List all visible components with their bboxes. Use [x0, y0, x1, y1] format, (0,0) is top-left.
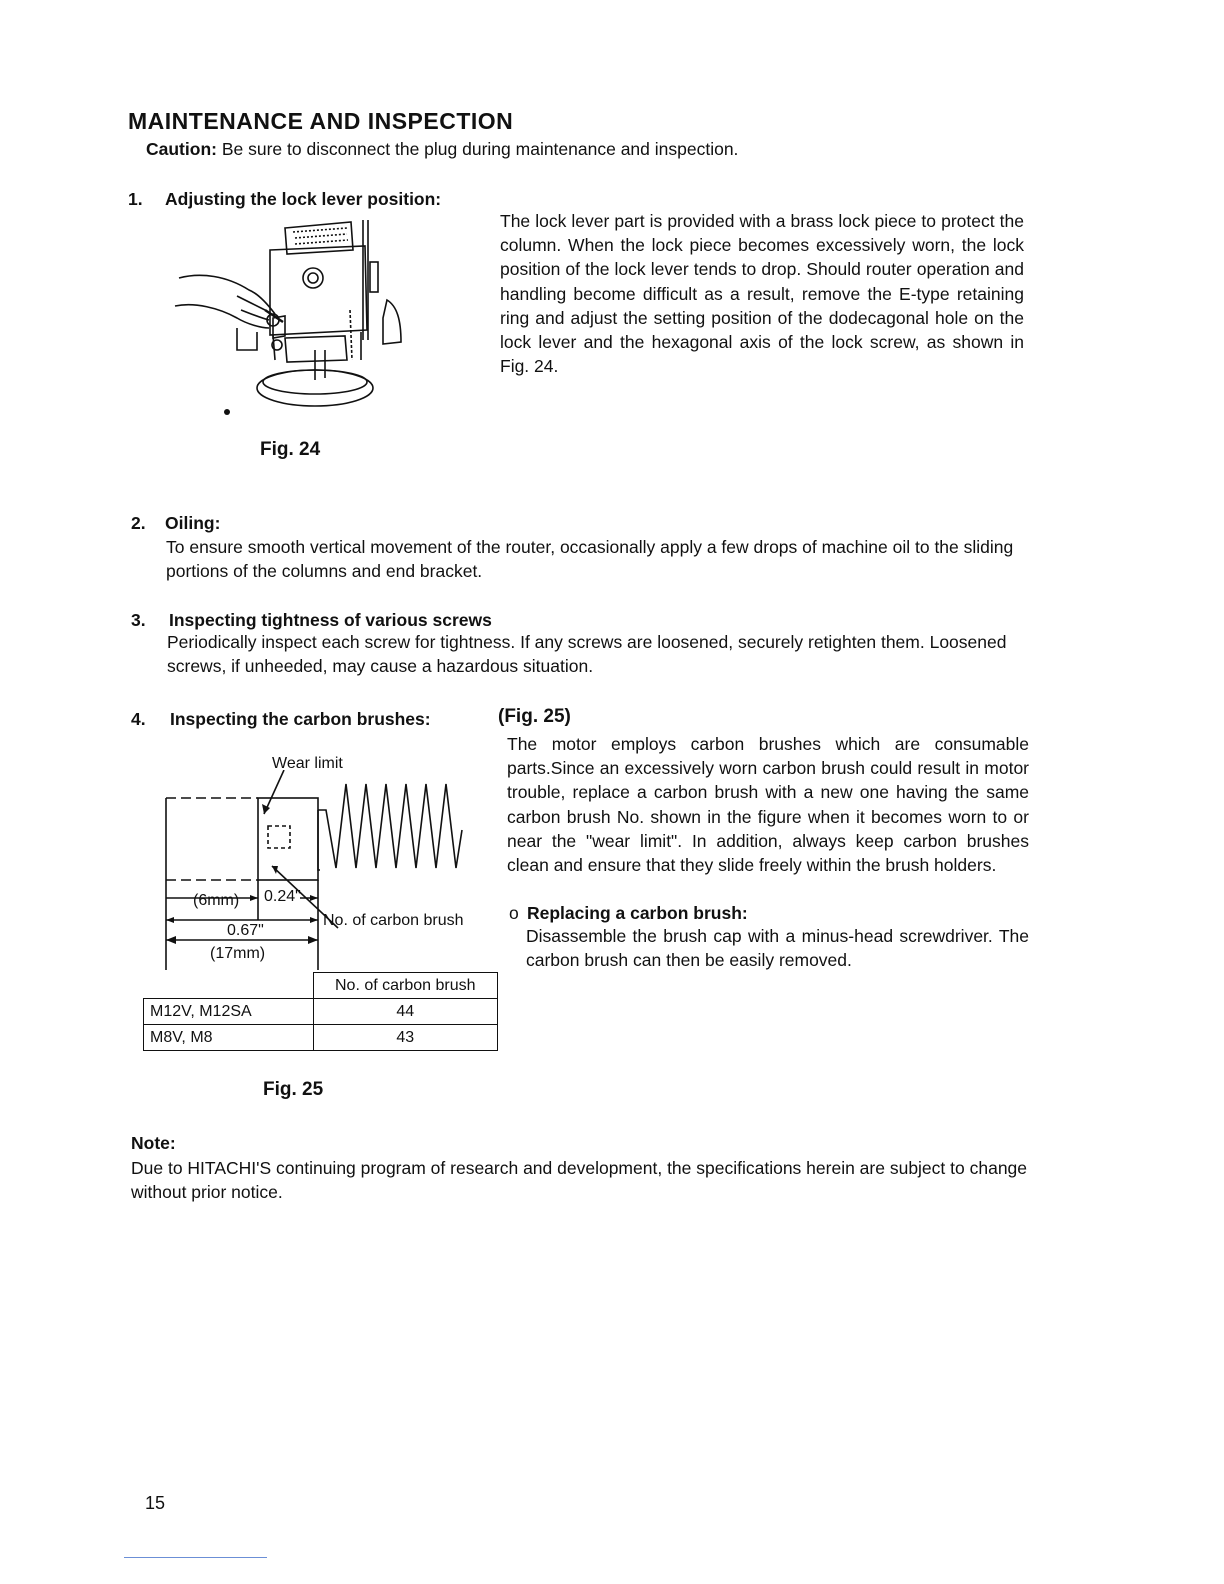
- footer-rule: [124, 1557, 267, 1558]
- replacing-bullet: o: [509, 903, 519, 923]
- spring: [318, 784, 462, 868]
- section-1-heading: Adjusting the lock lever position:: [165, 189, 442, 209]
- carbon-brush-diagram: [160, 770, 500, 970]
- section-4-fig-ref: (Fig. 25): [498, 706, 571, 727]
- table-model-cell: M12V, M12SA: [144, 999, 314, 1025]
- section-1-number: 1.: [128, 189, 143, 209]
- section-3-body: Periodically inspect each screw for tightness. If any screws are loosened, securely retighten them. Loosened screws, if unheeded, may cause a hazardous situation.: [167, 632, 1007, 677]
- carbon-brush-label: No. of carbon brush: [323, 912, 464, 929]
- note-label: Note:: [131, 1133, 176, 1153]
- table-row: [144, 999, 498, 1025]
- section-4-heading: Inspecting the carbon brushes:: [170, 709, 431, 729]
- table-header-row: [144, 973, 498, 999]
- table-number-cell: 43: [313, 1025, 498, 1051]
- fig-24-caption: Fig. 24: [260, 439, 321, 460]
- brush-inner-mark: [268, 826, 290, 848]
- note-body: Due to HITACHI'S continuing program of research and development, the specifications herein are subject to change without prior notice.: [131, 1158, 1028, 1203]
- replacing-heading: Replacing a carbon brush:: [527, 903, 748, 923]
- dim-067: 0.67": [227, 922, 264, 939]
- caution-text: Be sure to disconnect the plug during maintenance and inspection.: [216, 139, 739, 159]
- router-knob-right: [370, 262, 378, 292]
- section-2-number: 2.: [131, 513, 146, 533]
- page-number: 15: [145, 1493, 166, 1513]
- table-number-cell: 44: [313, 999, 498, 1025]
- page-title: MAINTENANCE AND INSPECTION: [128, 108, 514, 134]
- router-dial: [303, 268, 323, 288]
- router-handle-left: [237, 328, 257, 350]
- dim-6mm: (6mm): [193, 892, 240, 909]
- table-model-cell: M8V, M8: [144, 1025, 314, 1051]
- router-handle-right: [383, 300, 401, 344]
- section-4-number: 4.: [131, 709, 146, 729]
- section-1-body: The lock lever part is provided with a brass lock piece to protect the column. When the lock piece becomes excessively worn, the lock position of the lock lever tends to drop. Should router operation and handling become difficult as a result, remove the E-type retaining ring and adjust the setting position of the dodecagonal hole on the lock lever and the hexagonal axis of the lock screw, as shown in Fig. 24.: [500, 211, 1024, 377]
- wear-limit-label: Wear limit: [272, 755, 343, 772]
- section-4-body: The motor employs carbon brushes which are consumable parts.Since an excessively worn carbon brush could result in motor trouble, replace a carbon brush with a new one having the same carbon brush No. shown in the figure when it becomes worn to or near the "wear limit". In addition, always keep carbon brushes clean and ensure that they slide freely within the brush holders.: [507, 734, 1029, 876]
- caution-label: Caution:: [146, 139, 217, 159]
- table-header-cell: No. of carbon brush: [313, 973, 498, 999]
- table-row: [144, 1025, 498, 1051]
- table-header-blank: [144, 973, 314, 999]
- fig-25-caption: Fig. 25: [263, 1079, 324, 1100]
- section-3-number: 3.: [131, 610, 146, 630]
- carbon-brush-table: [143, 972, 498, 1051]
- router-illustration: [165, 210, 415, 425]
- spring-plate: [318, 810, 320, 870]
- section-2-body: To ensure smooth vertical movement of the router, occasionally apply a few drops of machine oil to the sliding portions of the columns and end bracket.: [166, 537, 1014, 582]
- caution-line: [146, 139, 738, 160]
- section-3-heading: Inspecting tightness of various screws: [169, 610, 492, 630]
- section-2-heading: Oiling:: [165, 513, 221, 533]
- dim-024: 0.24": [264, 888, 301, 905]
- small-mark-icon: [224, 409, 230, 415]
- dim-17mm: (17mm): [210, 945, 266, 962]
- replacing-body: Disassemble the brush cap with a minus-head screwdriver. The carbon brush can then be easily removed.: [526, 926, 1029, 971]
